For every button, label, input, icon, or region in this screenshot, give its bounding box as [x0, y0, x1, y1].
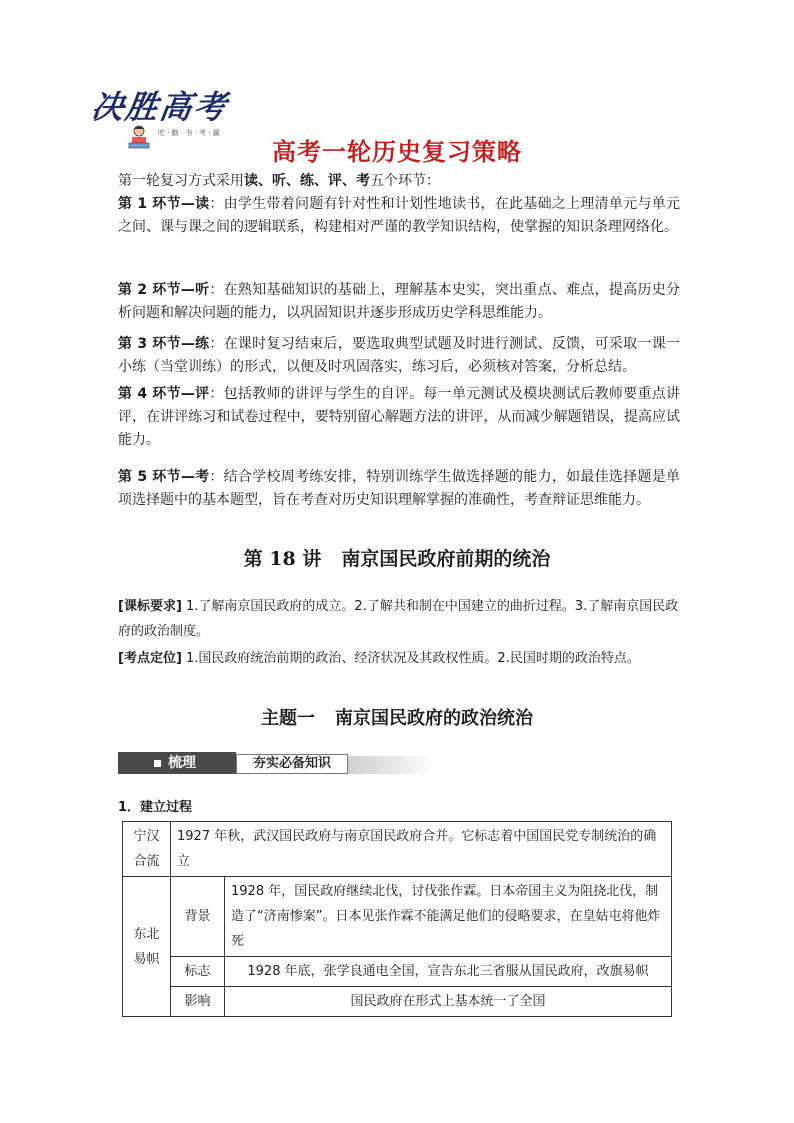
intro-post: 五个环节： — [370, 173, 440, 189]
step-1-label: 第 1 环节—读 — [118, 196, 210, 212]
lecture-number: 第 18 讲 — [243, 548, 322, 570]
section-heading: 1．建立过程 — [118, 800, 193, 815]
step-3-text: ：在课时复习结束后，要选取典型试题及时进行测试、反馈，可采取一课一小练（当堂训练）的形式，以便及时巩固落实，练习后，必须核对答案，分析总结。 — [118, 336, 680, 375]
banner-box: 夯实必备知识 — [236, 754, 348, 774]
step-2-text: ：在熟知基础知识的基础上，理解基本史实，突出重点、难点，提高历史分析问题和解决问题的能力，以巩固知识并逐步形成历史学科思维能力。 — [118, 282, 680, 321]
theme-number: 主题一 — [261, 708, 315, 729]
step-5-label: 第 5 环节—考 — [118, 469, 210, 485]
table-cell: 1928 年底，张学良通电全国，宣告东北三省服从国民政府，改旗易帜 — [225, 957, 672, 987]
group-header: 东北易帜 — [123, 877, 171, 1017]
banner-dark-block — [118, 752, 236, 774]
sub-row-label: 影响 — [171, 987, 225, 1017]
table-row — [123, 957, 672, 987]
main-title: 高考一轮历史复习策略 — [272, 138, 522, 166]
table-cell: 1928 年，国民政府继续北伐，讨伐张作霖。日本帝国主义为阻挠北伐，制造了“济南惨案”。日本见张作霖不能满足他们的侵略要求，在皇姑屯将他炸死 — [225, 877, 672, 957]
step-5-paragraph — [118, 466, 680, 512]
step-3-paragraph — [118, 333, 680, 379]
section-banner — [118, 752, 434, 778]
row-header: 宁汉合流 — [123, 822, 171, 877]
exam-points-text: 1.国民政府统治前期的政治、经济状况及其政权性质。2.民国时期的政治特点。 — [186, 651, 640, 666]
history-table — [122, 821, 672, 1017]
exam-points-tag: [考点定位] — [118, 651, 182, 666]
banner-label: 梳理 — [168, 755, 196, 771]
sub-row-label: 背景 — [171, 877, 225, 957]
lecture-title — [0, 544, 794, 571]
table-row — [123, 877, 672, 957]
step-5-text: ：结合学校周考练安排，特别训练学生做选择题的能力，如最佳选择题是单项选择题中的基本题型，旨在考查对历史知识理解掌握的准确性，考查辩证思维能力。 — [118, 469, 680, 508]
curriculum-requirements — [118, 594, 680, 644]
logo-subtitle: 吃 · 勤 · 书 · 考 · 赢 — [158, 129, 220, 137]
table-row — [123, 822, 672, 877]
square-bullet-icon — [154, 760, 161, 767]
theme-name: 南京国民政府的政治统治 — [335, 708, 533, 729]
step-3-label: 第 3 环节—练 — [118, 336, 210, 352]
step-4-label: 第 4 环节—评 — [118, 386, 210, 402]
step-1-paragraph — [118, 193, 680, 239]
table-cell: 国民政府在形式上基本统一了全国 — [225, 987, 672, 1017]
exam-points — [118, 646, 680, 671]
intro-bold: 读、听、练、评、考 — [244, 173, 370, 189]
step-4-text: ：包括教师的讲评与学生的自评。每一单元测试及模块测试后教师要重点讲评，在讲评练习和试卷过程中，要特别留心解题方法的讲评，从而减少解题错误，提高应试能力。 — [118, 386, 680, 448]
step-1-text: ：由学生带着问题有针对性和计划性地读书，在此基础之上理清单元与单元之间、课与课之间的逻辑联系，构建相对严谨的教学知识结构，使掌握的知识条理网络化。 — [118, 196, 680, 235]
intro-pre: 第一轮复习方式采用 — [118, 173, 244, 189]
logo-text: 决胜高考 — [89, 88, 231, 126]
table-row — [123, 987, 672, 1017]
lecture-name: 南京国民政府前期的统治 — [341, 548, 551, 570]
step-2-label: 第 2 环节—听 — [118, 282, 210, 298]
step-4-paragraph — [118, 383, 680, 452]
intro-paragraph — [118, 170, 680, 193]
table-cell: 1927 年秋，武汉国民政府与南京国民政府合并。它标志着中国国民党专制统治的确立 — [171, 822, 672, 877]
sub-row-label: 标志 — [171, 957, 225, 987]
step-2-paragraph — [118, 279, 680, 325]
theme-title — [0, 704, 794, 730]
requirements-text: 1.了解南京国民政府的成立。2.了解共和制在中国建立的曲折过程。3.了解南京国民政府的政治制度。 — [118, 599, 679, 639]
requirements-tag: [课标要求] — [118, 599, 182, 614]
